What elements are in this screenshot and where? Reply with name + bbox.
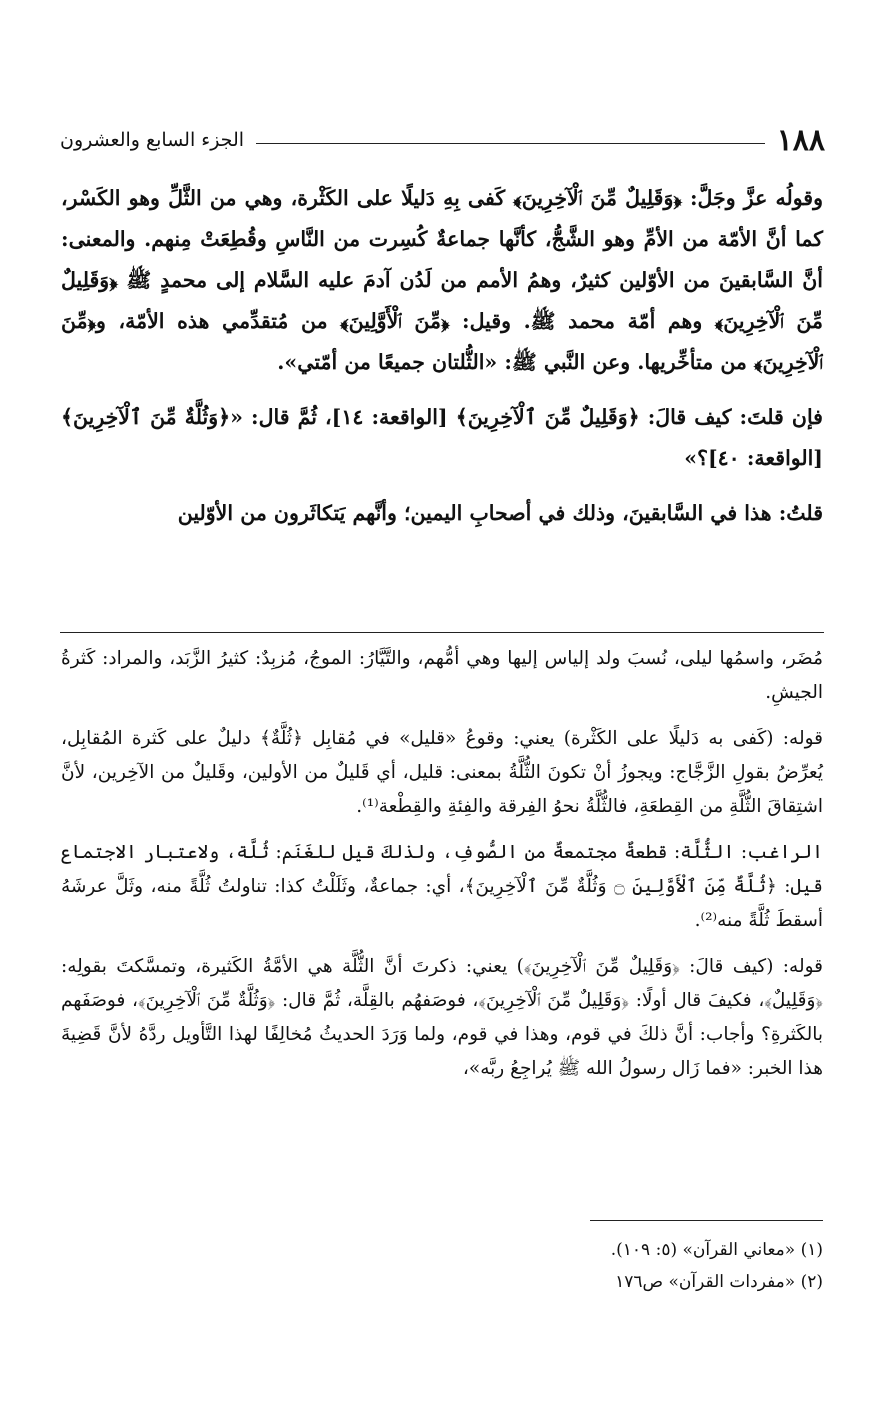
commentary-paragraph-3: الراغب: الثُّلَّة: قطعةٌ مجتمعةٌ من الصُّوفِ، ولذلكَ قيل للغَنَم: ثُلَّة، ولاعتبار الاجتماع قيل: ﴿ثُلَّةٌ مِّنَ ٱلْأَوَّلِينَ ۝ وَثُلَّةٌ مِّنَ ٱلْآخِرِينَ﴾، أي: جماعةٌ، وثَلَلْتُ كذا: تناولتُ ثُلَّةً منه، وثَلَّ عرشَهُ أسقطَ ثُلَّةً منه⁽²⁾. [61, 842, 824, 931]
commentary-paragraph-2: قوله: (كَفى به دَليلًا على الكَثْرة) يعني: وقوعُ «قليل» في مُقابِل ﴿ثُلَّةٌ﴾ دليلٌ على كَثرة المُقابِل، يُعرِّضُ بقولِ الزَّجَّاج: ويجوزُ أنْ تكونَ الثُّلَّةُ بمعنى: قليل، أي قَليلٌ من الأولين، وقَليلٌ من الآخِرين، لأنَّ اشتِقاقَ الثُّلَّةِ من القِطعَةِ، فالثُّلَّةُ نحوُ الفِرقة والفِئةِ والقِطْعة⁽¹⁾. [61, 728, 823, 817]
commentary-section [61, 632, 823, 1098]
footnote-2: (٢) «مفردات القرآن» ص١٧٦ [615, 1272, 823, 1292]
header-rule [256, 143, 765, 144]
running-title: الجزء السابع والعشرون [60, 129, 245, 151]
page-number: ١٨٨ [776, 122, 825, 158]
main-paragraph-3: قلتُ: هذا في السَّابقينَ، وذلك في أصحابِ اليمين؛ وأنَّهم يَتكاثَرون من الأوّلين [177, 501, 823, 525]
page-header [60, 120, 825, 160]
footnote-divider [590, 1220, 823, 1221]
footnote-1: (١) «معاني القرآن» (٥: ١٠٩). [610, 1240, 823, 1260]
commentary-paragraph-1: مُضَر، واسمُها ليلى، نُسبَ ولد إلياس إليها وهي أمُّهم، والتَّيَّارُ: الموجُ، مُزبِدٌ: كثيرُ الزَّبَد، والمراد: كَثرةُ الجيشِ. [61, 648, 823, 703]
commentary-paragraph-4: قوله: (كيف قالَ: ﴿وَقَلِيلٌ مِّنَ ٱلْآخِرِينَ﴾) يعني: ذكرتَ أنَّ الثُّلَّة هي الأمَّةُ الكَثيرة، وتمسَّكتَ بقولِه: ﴿وَقَلِيلٌ﴾، فكيفَ قال أولًا: ﴿وَقَلِيلٌ مِّنَ ٱلْآخِرِينَ﴾، فوصَفهُم بالقِلَّة، ثُمَّ قال: ﴿وَثُلَّةٌ مِّنَ ٱلْآخِرِينَ﴾، فوصَفَهم بالكَثرةِ؟ وأجاب: أنَّ ذلكَ في قوم، وهذا في قوم، ولما وَرَدَ الحديثُ مُخالِفًا لهذا التَّأويل ردَّهُ لأنَّ قَضِيةَ هذا الخبر: «فما زَال رسولُ الله ﷺ يُراجِعُ ربَّه»، [61, 956, 823, 1079]
main-paragraph-2: فإن قلتَ: كيف قالَ: ﴿وَقَلِيلٌ مِّنَ ٱلْآخِرِينَ﴾ [الواقعة: ١٤]، ثُمَّ قال: «﴿وَثُلَّةٌ مِّنَ ٱلْآخِرِينَ﴾ [الواقعة: ٤٠]؟» [61, 405, 823, 470]
main-paragraph-1: وقولُه عزَّ وجَلَّ: ﴿وَقَلِيلٌ مِّنَ ٱلْآخِرِينَ﴾ كَفى بِهِ دَليلًا على الكَثْرة، وهي من الثَّلِّ وهو الكَسْر، كما أنَّ الأمّة من الأمِّ وهو الشَّجُّ، كأنَّها جماعةٌ كُسِرت من النَّاسِ وقُطِعَتْ مِنهم. والمعنى: أنَّ السَّابقينَ من الأوّلين كثيرٌ، وهمُ الأمم من لَدُن آدمَ عليه السَّلام إلى محمدٍ ﷺ ﴿وَقَلِيلٌ مِّنَ ٱلْآخِرِينَ﴾ وهم أمّة محمد ﷺ. وقيل: ﴿مِّنَ ٱلْأَوَّلِينَ﴾ من مُتقدِّمي هذه الأمّة، و﴿مِّنَ ٱلْآخِرِينَ﴾ من متأخِّريها. وعن النَّبي ﷺ: «الثُّلتان جميعًا من أمّتي». [61, 186, 823, 374]
main-text [61, 178, 823, 534]
footnotes [61, 1234, 823, 1298]
